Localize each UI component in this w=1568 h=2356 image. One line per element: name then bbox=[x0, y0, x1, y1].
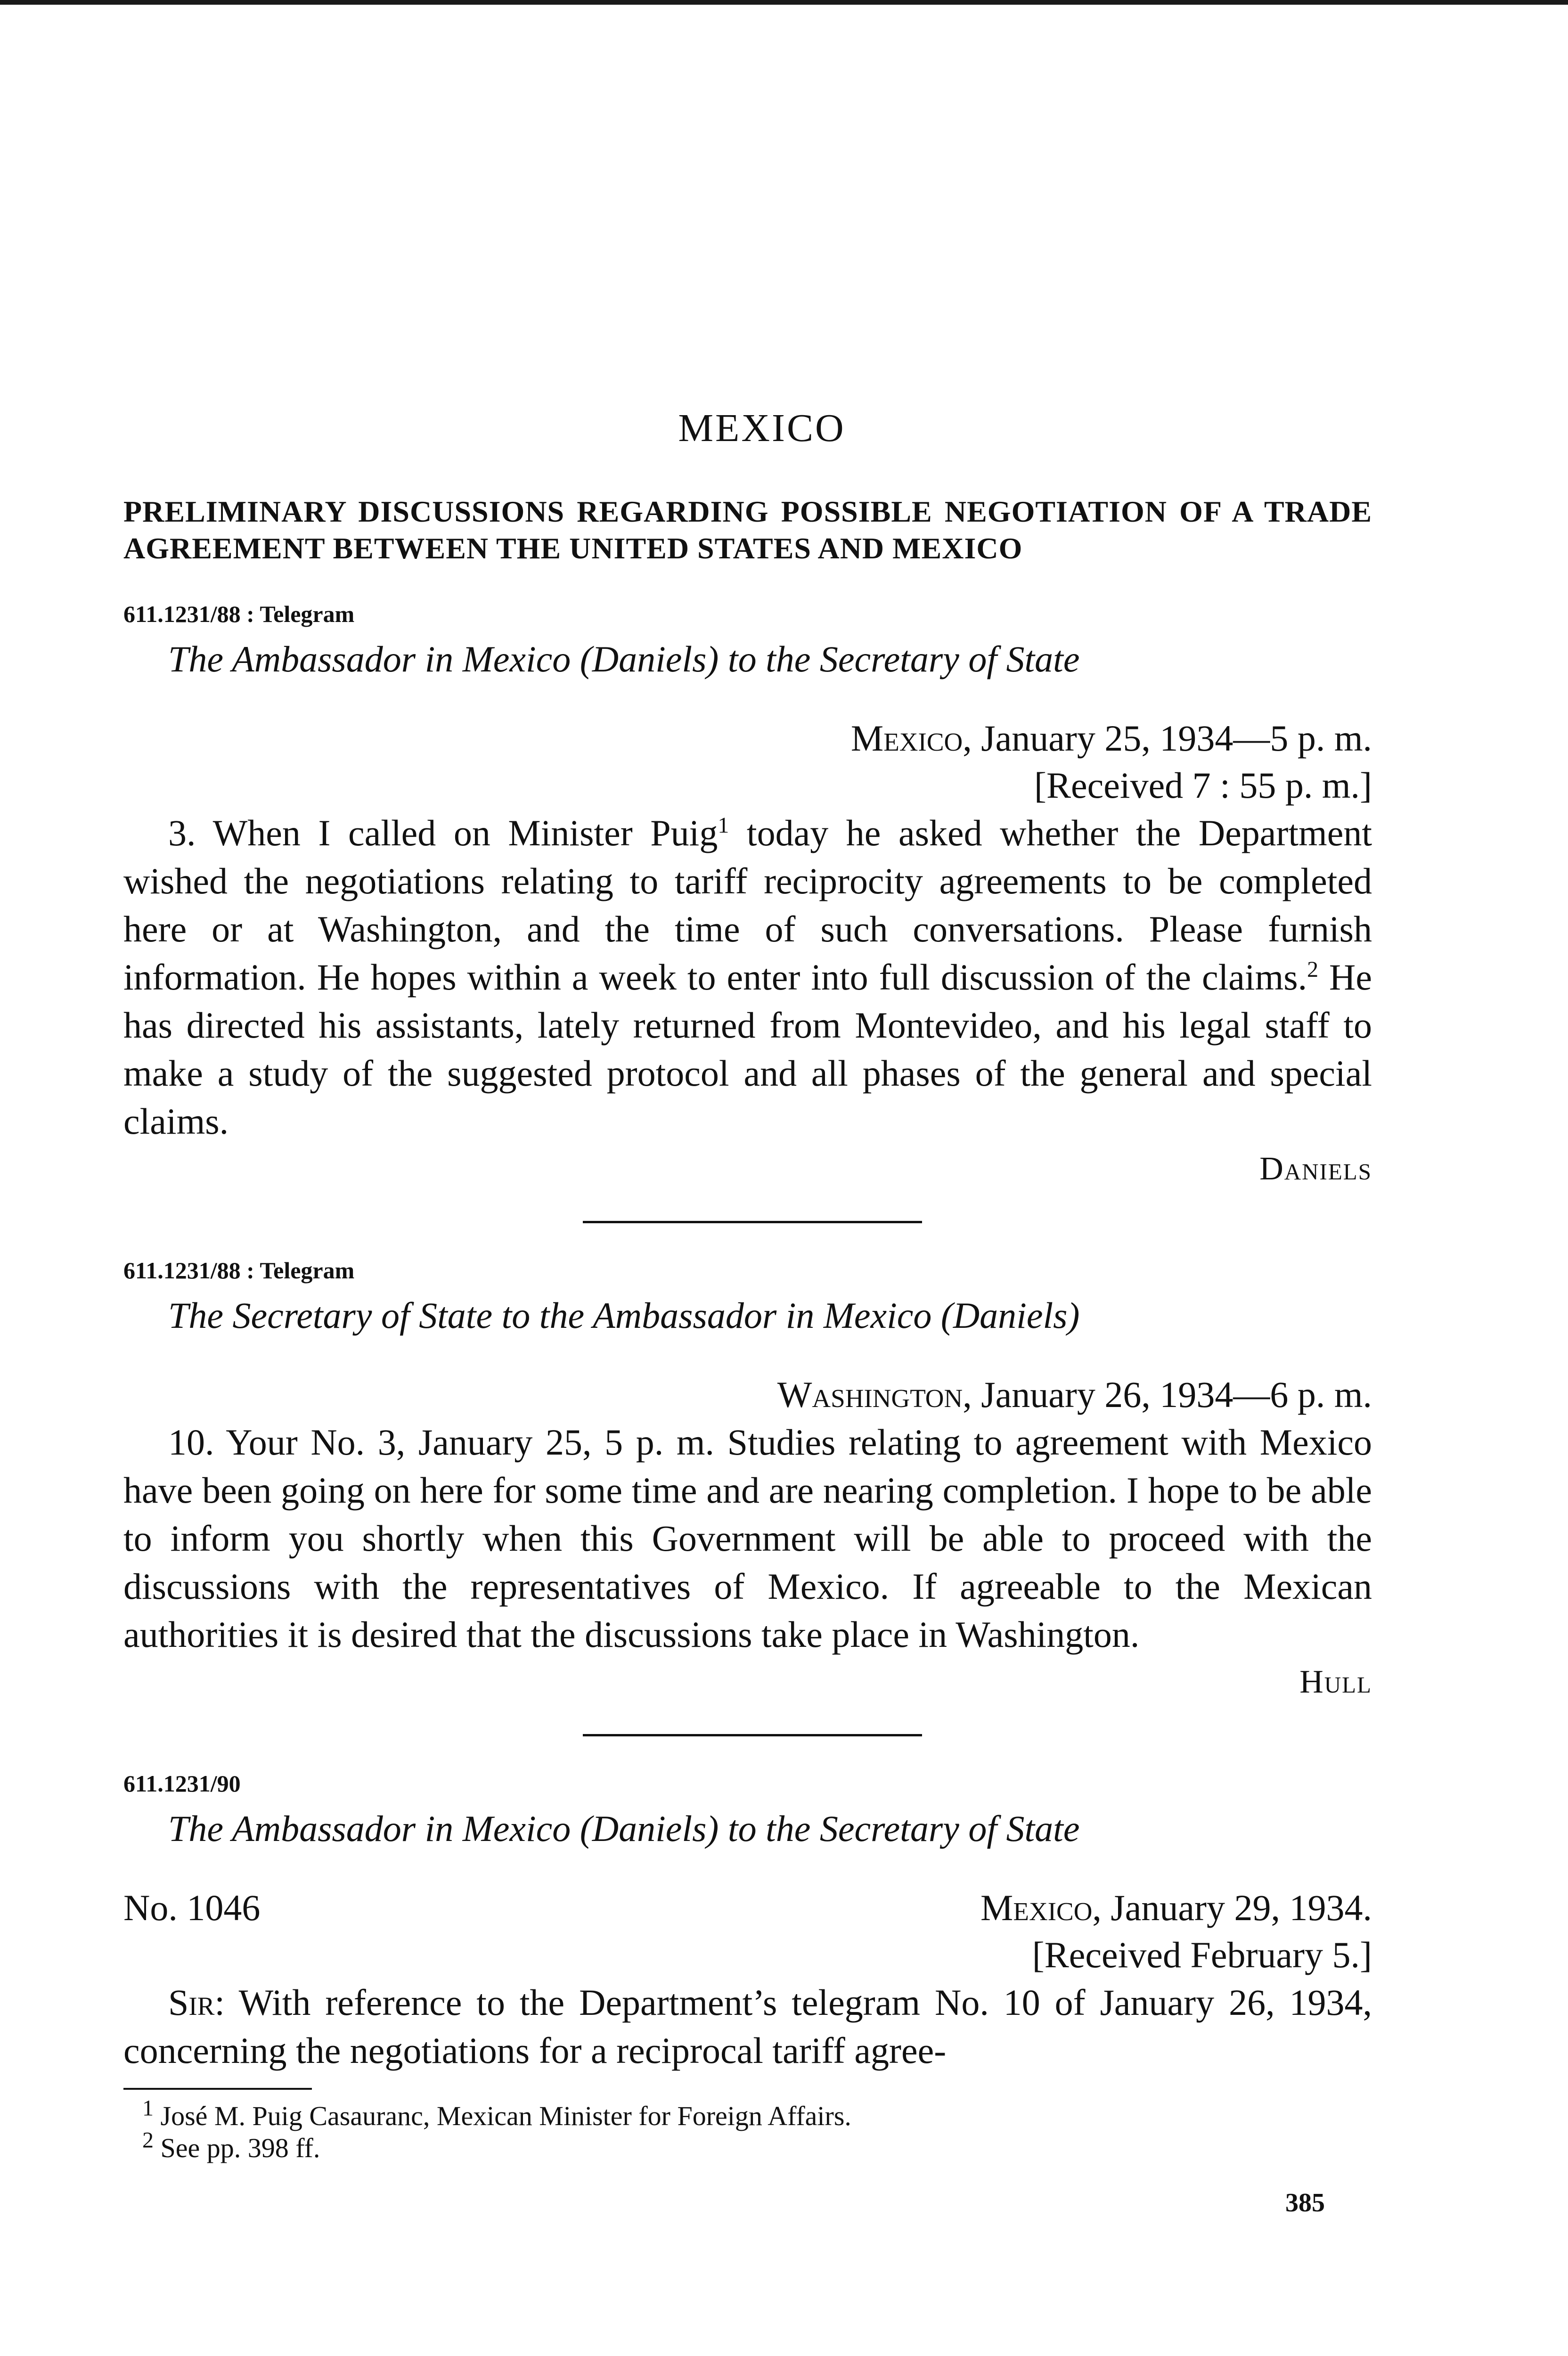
body-text-segment: He has directed his assistants, lately returned from Montevideo, and his legal staff to make a study of the suggested protocol and all phases of the general and special claims. bbox=[123, 957, 1372, 1142]
document-title: The Secretary of State to the Ambassador in Mexico (Daniels) bbox=[168, 1295, 1080, 1336]
document-page bbox=[123, 405, 1372, 2218]
body-text-segment: : With reference to the Department’s telegram No. 10 of January 26, 1934, concerning the negotiations for a reciprocal tariff agree- bbox=[123, 1982, 1372, 2071]
document-number: No. 1046 bbox=[123, 1887, 261, 1928]
received-note: [Received 7 : 55 p. m.] bbox=[1034, 765, 1372, 806]
file-reference: 611.1231/88 : Telegram bbox=[123, 1257, 355, 1284]
section-divider bbox=[583, 1734, 922, 1736]
document-body: 10. Your No. 3, January 25, 5 p. m. Studies relating to agreement with Mexico have been going on here for some time and are nearing completion. I hope to be able to inform you shortly when this Government will be able to proceed with the discussions with the representatives of Mexico. If agreeable to the Mexican authorities it is desired that the discussions take place in Washington. bbox=[123, 1422, 1372, 1655]
file-reference: 611.1231/88 : Telegram bbox=[123, 601, 355, 627]
footnotes bbox=[123, 2095, 1372, 2164]
footnote-reference-2[interactable]: 2 bbox=[1307, 957, 1319, 982]
page-number: 385 bbox=[1285, 2188, 1325, 2217]
received-note: [Received February 5.] bbox=[1032, 1934, 1372, 1975]
document-title: The Ambassador in Mexico (Daniels) to the Secretary of State bbox=[168, 638, 1080, 679]
dateline-place: Mexico bbox=[850, 718, 963, 759]
document-body bbox=[123, 1979, 1372, 2075]
footnote-mark: 1 bbox=[142, 2095, 154, 2121]
footnote-mark: 2 bbox=[142, 2127, 154, 2153]
document-entry-1 bbox=[123, 600, 1372, 1193]
section-divider bbox=[583, 1221, 922, 1223]
footnote-reference-1[interactable]: 1 bbox=[718, 813, 729, 838]
body-text-segment: 3. When I called on Minister Puig bbox=[168, 812, 718, 853]
footnote-2 bbox=[123, 2127, 1372, 2164]
salutation: Sir bbox=[168, 1982, 215, 2023]
dateline-date: , January 29, 1934. bbox=[1092, 1887, 1372, 1928]
section-heading: PRELIMINARY DISCUSSIONS REGARDING POSSIBLE NEGOTIATION OF A TRADE AGREEMENT BETWEEN THE UNITED STATES AND MEXICO bbox=[123, 495, 1372, 565]
document-title: The Ambassador in Mexico (Daniels) to the Secretary of State bbox=[168, 1808, 1080, 1849]
body-text-segment: today he asked whether the Department wished the negotiations relating to tariff reciprocity agreements to be completed here or at Washington, and the time of such conversations. Please furnish information. He hopes within a week to enter into full discussion of the claims. bbox=[123, 812, 1372, 998]
footnote-rule bbox=[123, 2088, 312, 2090]
dateline-place: Washington bbox=[777, 1374, 963, 1415]
dateline bbox=[123, 715, 1372, 762]
dateline bbox=[123, 1371, 1372, 1418]
dateline-place: Mexico bbox=[980, 1887, 1093, 1928]
footnote-text: José M. Puig Casauranc, Mexican Minister for Foreign Affairs. bbox=[154, 2101, 851, 2131]
document-entry-2 bbox=[123, 1256, 1372, 1706]
signature: Daniels bbox=[1259, 1151, 1372, 1187]
dateline-row bbox=[123, 1884, 1372, 1931]
footnote-text: See pp. 398 ff. bbox=[154, 2133, 320, 2163]
top-border-rule bbox=[0, 0, 1568, 5]
dateline-date: , January 26, 1934—6 p. m. bbox=[963, 1374, 1372, 1415]
dateline-date: , January 25, 1934—5 p. m. bbox=[963, 718, 1372, 759]
file-reference: 611.1231/90 bbox=[123, 1770, 241, 1797]
footnote-1 bbox=[123, 2095, 1372, 2132]
signature: Hull bbox=[1299, 1664, 1372, 1700]
dateline bbox=[980, 1884, 1372, 1931]
document-entry-3 bbox=[123, 1769, 1372, 2075]
document-body bbox=[123, 809, 1372, 1145]
country-heading: MEXICO bbox=[678, 406, 846, 450]
